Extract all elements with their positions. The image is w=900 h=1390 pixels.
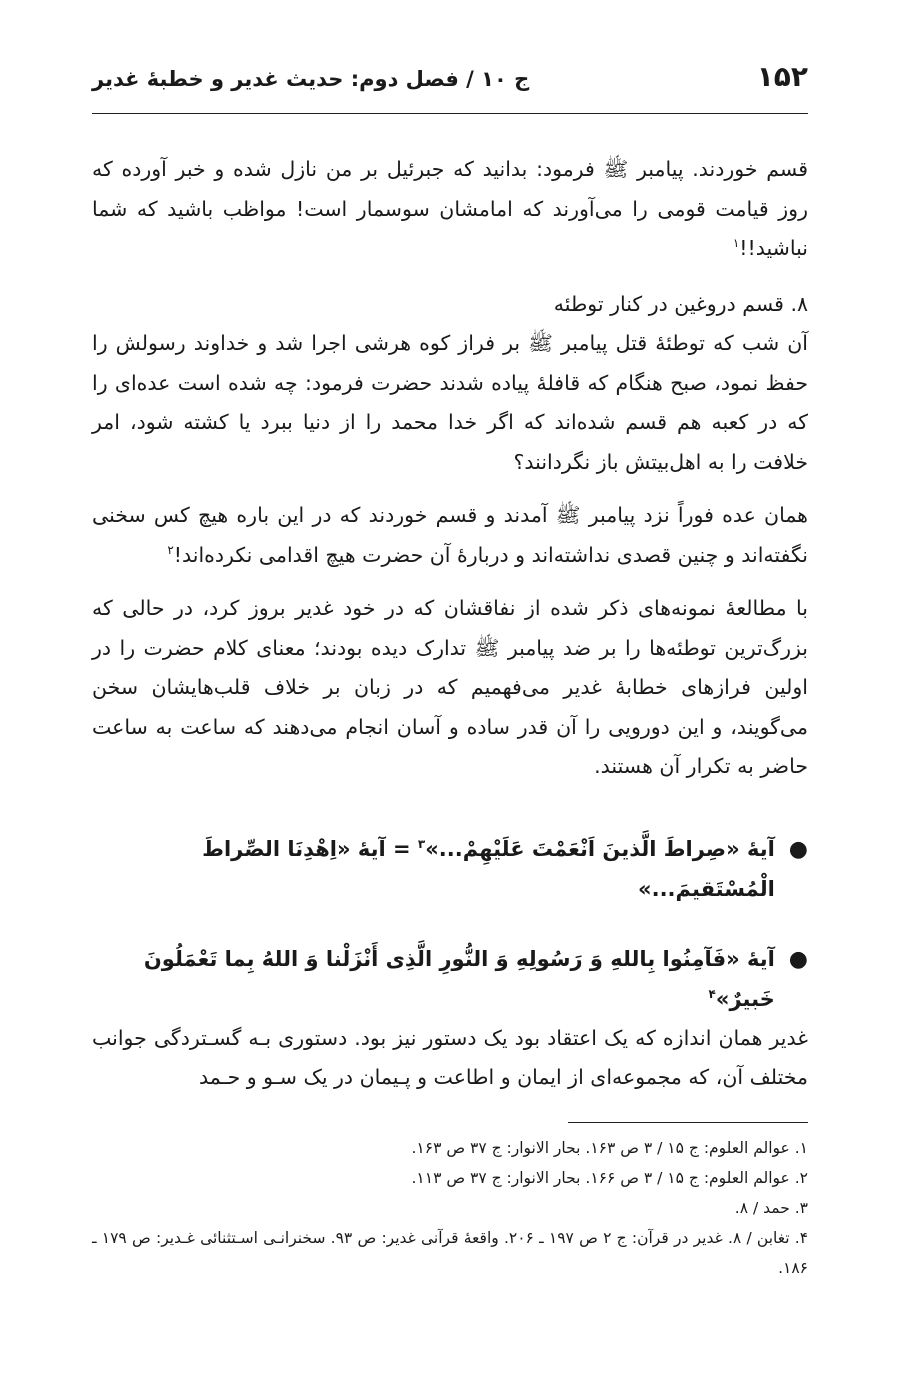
- verse-1-a: آیهٔ «صِراطَ الَّذینَ اَنْعَمْتَ عَلَیْهِمْ...»: [425, 836, 775, 861]
- bullet-marker: ●: [788, 946, 808, 972]
- verse-bullet-2: [92, 939, 808, 1019]
- verse-bullet-1: [92, 829, 808, 909]
- footnote-ref-2[interactable]: ۲: [167, 542, 174, 557]
- verse-bullet-1-text: [92, 829, 775, 909]
- verse-2-a: آیهٔ «فَآمِنُوا بِاللهِ وَ رَسُولِهِ وَ النُّورِ الَّذِی أَنْزَلْنا وَ اللهُ بِما تَعْمَلُونَ خَبیرٌ»: [143, 946, 775, 1011]
- verse-bullet-2-text: [92, 939, 775, 1019]
- footnote-ref-1[interactable]: ۱: [732, 236, 740, 251]
- paragraph-3: [92, 496, 808, 575]
- verse-1-b: = آیهٔ «اِهْدِنَا الصِّراطَ الْمُسْتَقیمَ...»: [202, 836, 775, 901]
- bullet-marker: ●: [788, 836, 808, 862]
- footnotes: [92, 1133, 808, 1283]
- footnote-3: ۳. حمد / ۸.: [734, 1198, 808, 1217]
- footnote-ref-4[interactable]: ۴: [708, 986, 716, 1001]
- paragraph-1-text: قسم خوردند. پیامبر ﷺ فرمود: بدانید که جبرئیل بر من نازل شده و خبر آورده که روز قیامت قومی را می‌آورند که امامشان سوسمار است! مواظب باشید که شما نباشید!!: [92, 157, 808, 260]
- footnote-2: ۲. عوالم العلوم: ج ۱۵ / ۳ ص ۱۶۶. بحار الانوار: ج ۳۷ ص ۱۱۳.: [411, 1168, 808, 1187]
- paragraph-1: [92, 150, 808, 269]
- paragraph-3-text: همان عده فوراً نزد پیامبر ﷺ آمدند و قسم خوردند که در این باره هیچ کس سخنی نگفته‌اند و چنین قصدی نداشته‌اند و دربارهٔ آن حضرت هیچ اقدامی نکرده‌اند!: [92, 503, 808, 567]
- page-header: [92, 60, 808, 114]
- book-page: [92, 60, 808, 1283]
- paragraph-4: با مطالعهٔ نمونه‌های ذکر شده از نفاقشان که در خود غدیر بروز کرد، در حالی که بزرگ‌ترین توطئه‌ها را بر ضد پیامبر ﷺ تدارک دیده بودند؛ معنای کلام حضرت را در اولین فرازهای خطابهٔ غدیر می‌فهمیم که در زبان بر خلاف قلب‌هایشان سخن می‌گویند، و این دورویی را آن قدر ساده و آسان انجام می‌دهند که ساعت به ساعت حاضر به تکرار آن هستند.: [92, 596, 808, 778]
- paragraph-2: آن شب که توطئهٔ قتل پیامبر ﷺ بر فراز کوه هرشی اجرا شد و خداوند رسولش را حفظ نمود، صبح هنگام که قافلهٔ پیاده شدند حضرت فرمود: چه شده است عده‌ای را که در کعبه هم قسم شده‌اند که اگر خدا محمد را از دنیا ببرد یا کشته شود، امر خلافت را به اهل‌بیتش باز نگردانند؟: [92, 331, 808, 474]
- paragraph-5: غدیر همان اندازه که یک اعتقاد بود یک دستور نیز بود. دستوری بـه گسـتردگی جوانب مختلف آن، که مجموعه‌ای از ایمان و اطاعت و پـیمان در یک سـو و حـمد: [92, 1025, 808, 1089]
- footnote-4: ۴. تغابن / ۸. غدیر در قرآن: ج ۲ ص ۱۹۷ ـ ۲۰۶. واقعهٔ قرآنی غدیر: ص ۹۳. سخنرانـی اسـتثنائی غـدیر: ص ۱۷۹ ـ ۱۸۶.: [92, 1228, 809, 1277]
- page-number: ۱۵۲: [756, 60, 808, 93]
- footnote-1: ۱. عوالم العلوم: ج ۱۵ / ۳ ص ۱۶۳. بحار الانوار: ج ۳۷ ص ۱۶۳.: [411, 1138, 808, 1157]
- running-title: ج ۱۰ / فصل دوم: حدیث غدیر و خطبهٔ غدیر: [92, 67, 530, 91]
- footnote-ref-3[interactable]: ۳: [417, 836, 426, 851]
- section-heading: ۸. قسم دروغین در کنار توطئه: [553, 291, 808, 316]
- footnote-separator: [568, 1122, 808, 1123]
